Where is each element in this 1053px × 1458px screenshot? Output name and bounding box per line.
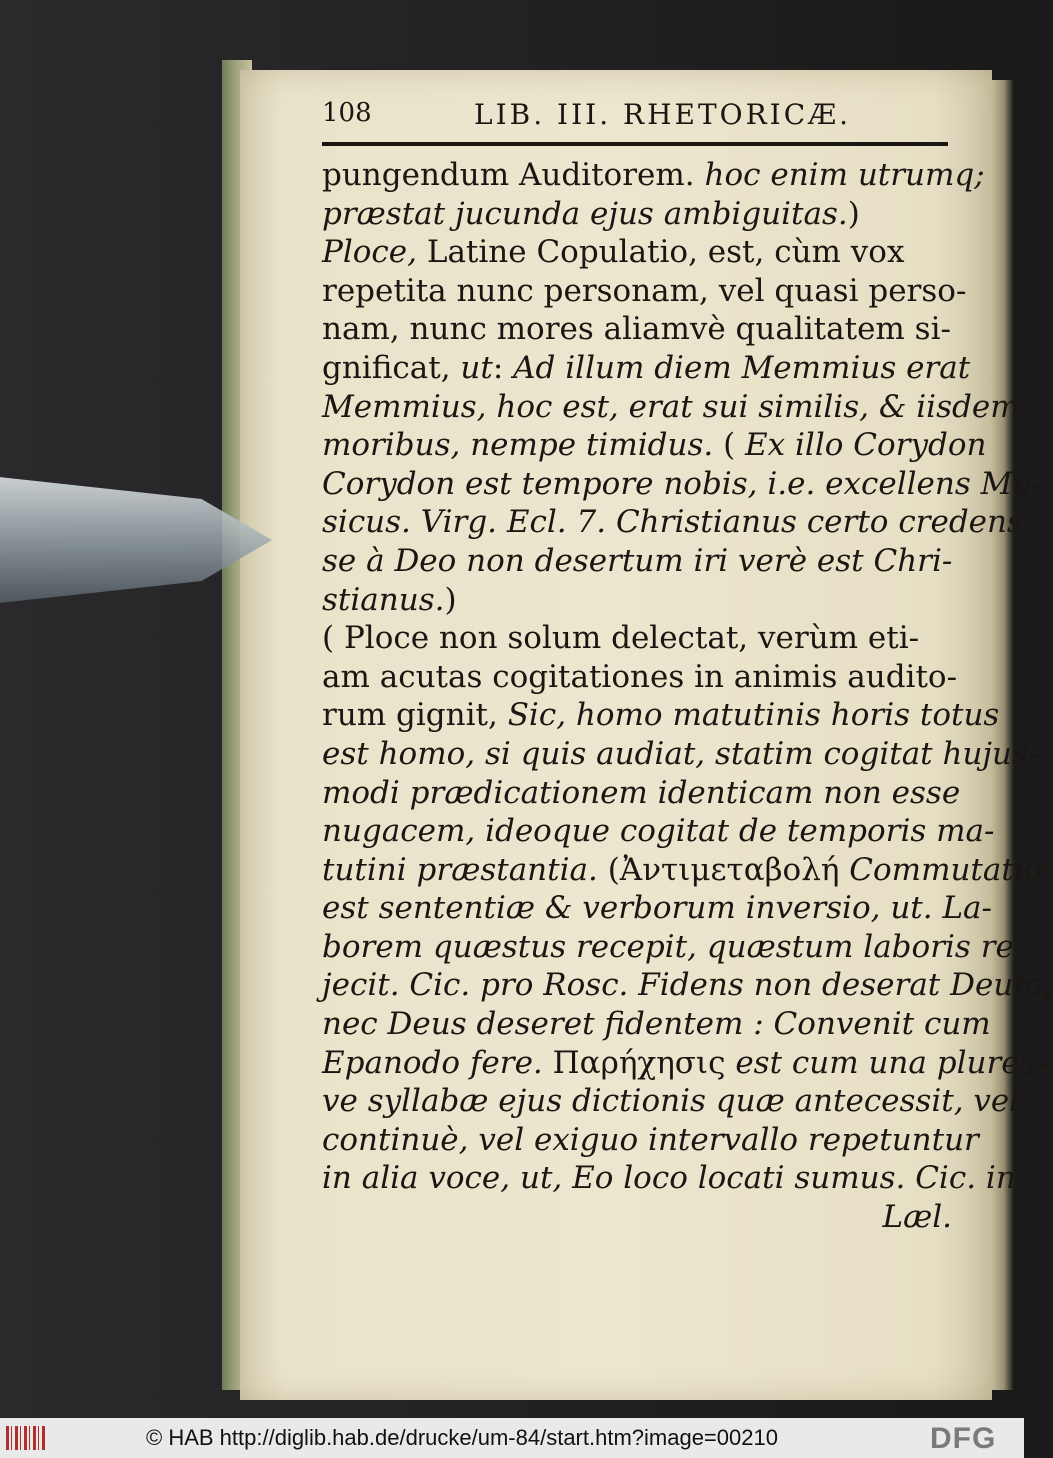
roman-run: gnificat,	[322, 349, 461, 386]
text-line	[322, 966, 1053, 1005]
text-line	[322, 1121, 979, 1160]
italic-run: jecit. Cic. pro Rosc. Fidens non deserat Deum,	[322, 967, 1053, 1004]
text-line	[322, 812, 995, 851]
text-line	[322, 851, 1043, 890]
italic-run: Corydon est tempore nobis, i.e. excellens Mu-	[322, 465, 1043, 502]
header-rule	[322, 142, 948, 146]
viewer-footer	[0, 1418, 1024, 1458]
roman-run: repetita nunc personam, vel quasi perso-	[322, 272, 967, 309]
italic-run: Ad illum diem Memmius erat	[513, 349, 971, 386]
roman-run: (	[713, 427, 746, 464]
text-line	[322, 619, 952, 658]
italic-run: nugacem, ideoque cogitat de temporis ma-	[322, 813, 995, 850]
roman-run: nam, nunc mores aliamvè qualitatem si-	[322, 311, 951, 348]
text-line	[322, 581, 952, 620]
roman-run: pungendum Auditorem.	[322, 157, 705, 193]
italic-run: Commutatio	[849, 851, 1043, 888]
text-line	[322, 388, 1020, 427]
text-line	[322, 696, 1000, 735]
text-line	[322, 735, 1039, 774]
text-line	[322, 156, 985, 195]
roman-run: :	[492, 349, 514, 386]
source-credit[interactable]: © HAB http://diglib.hab.de/drucke/um-84/start.htm?image=00210	[146, 1425, 778, 1450]
body-text	[322, 156, 1053, 1237]
roman-run: )	[847, 195, 860, 232]
text-line	[322, 272, 967, 311]
italic-run: ut	[460, 349, 493, 386]
text-line	[322, 426, 987, 465]
page-number: 108	[322, 98, 372, 128]
text-line	[322, 233, 952, 272]
italic-run: præstat jucunda ejus ambiguitas.	[322, 195, 848, 232]
roman-run: )	[444, 581, 457, 618]
text-line	[322, 1044, 1046, 1083]
italic-run: est cum una plures-	[735, 1044, 1046, 1081]
italic-run: in alia voce, ut, Eo loco locati sumus. Cic. in	[322, 1160, 1016, 1197]
text-line	[322, 310, 952, 349]
text-line	[322, 1005, 991, 1044]
text-line	[322, 503, 1023, 542]
text-line	[322, 349, 971, 388]
roman-run: Παρήχησις	[542, 1044, 736, 1081]
italic-run: se à Deo non desertum iri verè est Chri-	[322, 542, 953, 579]
italic-run: Epanodo fere.	[322, 1044, 543, 1081]
text-line	[322, 928, 1025, 967]
italic-run: continuè, vel exiguo intervallo repetuntur	[322, 1121, 979, 1158]
hab-barcode-icon	[6, 1426, 46, 1450]
dfg-logo: DFG	[930, 1422, 997, 1455]
text-line	[322, 658, 958, 697]
roman-run: rum gignit,	[322, 697, 508, 734]
roman-run: am acutas cogitationes in animis audito-	[322, 658, 958, 695]
italic-run: ve syllabæ ejus dictionis quæ antecessit, vel	[322, 1083, 1020, 1120]
italic-run: Memmius, hoc est, erat sui similis, & iisdem	[322, 388, 1020, 425]
italic-run: modi prædicationem identicam non esse	[322, 774, 961, 811]
text-line	[322, 774, 961, 813]
catchword: Læl.	[882, 1199, 952, 1236]
roman-run: Latine Copulatio, est, cùm vox	[417, 234, 905, 271]
text-line	[322, 889, 993, 928]
text-line	[322, 1159, 1016, 1198]
italic-run: Ploce,	[322, 234, 417, 271]
italic-run: est sententiæ & verborum inversio, ut. La-	[322, 890, 993, 927]
italic-run: moribus, nempe timidus.	[322, 427, 714, 464]
italic-run: hoc enim utrumq;	[704, 157, 985, 193]
italic-run: Sic, homo matutinis horis totus	[507, 697, 1000, 734]
text-line	[322, 465, 1043, 504]
italic-run: sicus. Virg. Ecl. 7. Christianus certo credens	[322, 504, 1023, 541]
text-line	[322, 1082, 1020, 1121]
italic-run: tutini præstantia.	[322, 851, 598, 888]
roman-run: ( Ploce non solum delectat, verùm eti-	[322, 620, 920, 657]
italic-run: borem quæstus recepit, quæstum laboris re-	[322, 928, 1025, 965]
catchword-line	[322, 1198, 952, 1237]
roman-run: (Ἀντιμεταβολή	[597, 851, 850, 888]
text-line	[322, 542, 952, 581]
italic-run: est homo, si quis audiat, statim cogitat hujus-	[322, 735, 1039, 772]
italic-run: nec Deus deseret fidentem : Convenit cum	[322, 1006, 991, 1043]
text-line	[322, 195, 952, 234]
italic-run: stianus.	[322, 581, 445, 618]
italic-run: Ex illo Corydon	[745, 427, 987, 464]
page-header	[322, 98, 950, 148]
running-head: LIB. III. RHETORICÆ.	[474, 98, 852, 131]
